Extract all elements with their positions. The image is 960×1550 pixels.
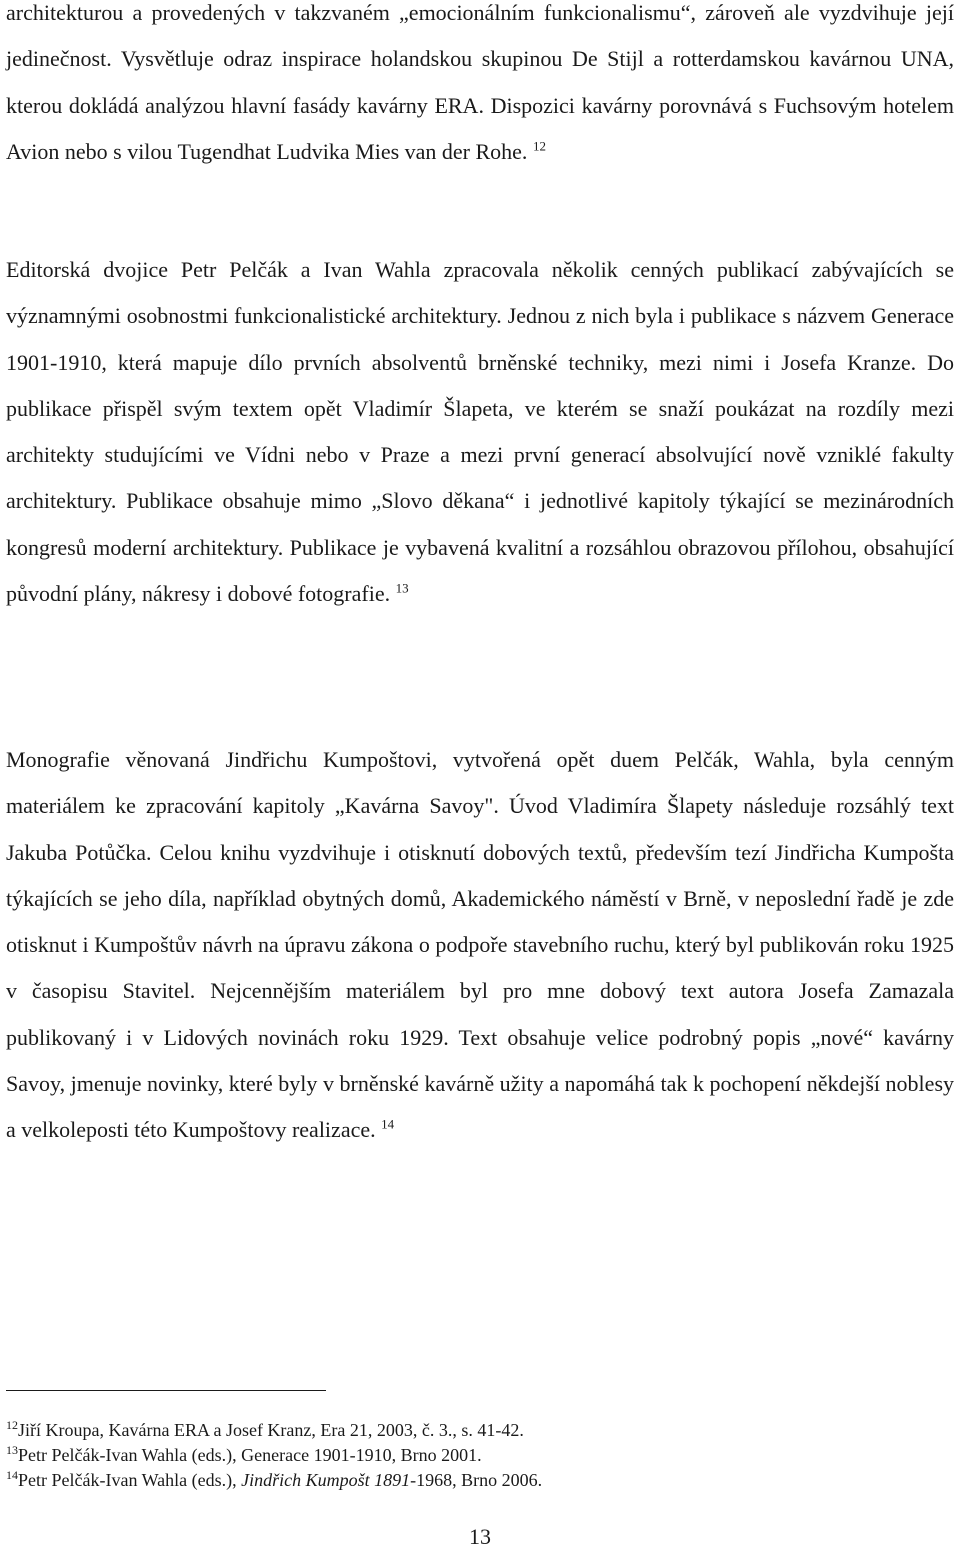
paragraph-2 — [6, 247, 954, 617]
footnote-ref-14[interactable]: 14 — [381, 1117, 395, 1133]
footnote-text: Petr Pelčák-Ivan Wahla (eds.), — [18, 1470, 242, 1490]
page-number: 13 — [469, 1524, 491, 1549]
footnote-ref-13[interactable]: 13 — [395, 580, 409, 596]
footnote-14 — [6, 1468, 954, 1493]
paragraph-1-text: architekturou a provedených v takzvaném „emocionálním funkcionalismu“, zároveň ale vyzdvihuje její jedinečnost. Vysvětluje odraz inspirace holandskou skupinou De Stijl a rotterdamskou kavárnou UNA, kterou dokládá analýzou hlavní fasády kavárny ERA. Dispozici kavárny porovnává s Fuchsovým hotelem Avion nebo s vilou Tugendhat Ludvika Mies van der Rohe. — [6, 0, 954, 164]
footnote-13 — [6, 1443, 954, 1468]
footnote-text: Jiří Kroupa, Kavárna ERA a Josef Kranz, Era 21, 2003, č. 3., s. 41-42. — [18, 1420, 524, 1440]
footnote-separator — [6, 1390, 326, 1391]
footnote-12 — [6, 1418, 954, 1443]
footnote-text-tail: -1968, Brno 2006. — [410, 1470, 543, 1490]
footnote-number: 14 — [6, 1468, 18, 1482]
footnote-text: Petr Pelčák-Ivan Wahla (eds.), Generace 1901-1910, Brno 2001. — [18, 1445, 482, 1465]
paragraph-3 — [6, 737, 954, 1154]
paragraph-2-text: Editorská dvojice Petr Pelčák a Ivan Wahla zpracovala několik cenných publikací zabývajících se významnými osobnostmi funkcionalistické architektury. Jednou z nich byla i publikace s názvem Generace 1901-1910, která mapuje dílo prvních absolventů brněnské techniky, mezi nimi i Josefa Kranze. Do publikace přispěl svým textem opět Vladimír Šlapeta, ve kterém se snaží poukázat na rozdíly mezi architekty studujícími ve Vídni nebo v Praze a mezi první generací absolvující nově vzniklé fakulty architektury. Publikace obsahuje mimo „Slovo děkana“ i jednotlivé kapitoly týkající se mezinárodních kongresů moderní architektury. Publikace je vybavená kvalitní a rozsáhlou obrazovou přílohou, obsahující původní plány, nákresy i dobové fotografie. — [6, 257, 954, 607]
footnote-number: 12 — [6, 1418, 18, 1432]
footnote-ref-12[interactable]: 12 — [532, 138, 546, 154]
paragraph-1 — [6, 0, 954, 175]
footnote-title-italic: Jindřich Kumpošt 1891 — [241, 1470, 411, 1490]
paragraph-3-text: Monografie věnovaná Jindřichu Kumpoštovi, vytvořená opět duem Pelčák, Wahla, byla cenným materiálem ke zpracování kapitoly „Kavárna Savoy". Úvod Vladimíra Šlapety následuje rozsáhlý text Jakuba Potůčka. Celou knihu vyzdvihuje i otisknutí dobových textů, především tezí Jindřicha Kumpošta týkajících se jeho díla, například obytných domů, Akademického náměstí v Brně, v neposlední řadě je zde otisknut i Kumpoštův návrh na úpravu zákona o podpoře stavebního ruchu, který byl publikován roku 1925 v časopisu Stavitel. Nejcennějším materiálem byl pro mne dobový text autora Josefa Zamazala publikovaný i v Lidových novinách roku 1929. Text obsahuje velice podrobný popis „nové“ kavárny Savoy, jmenuje novinky, které byly v brněnské kavárně užity a napomáhá tak k pochopení někdejší noblesy a velkoleposti této Kumpoštovy realizace. — [6, 747, 954, 1143]
footnotes — [6, 1418, 954, 1493]
footnote-number: 13 — [6, 1443, 18, 1457]
